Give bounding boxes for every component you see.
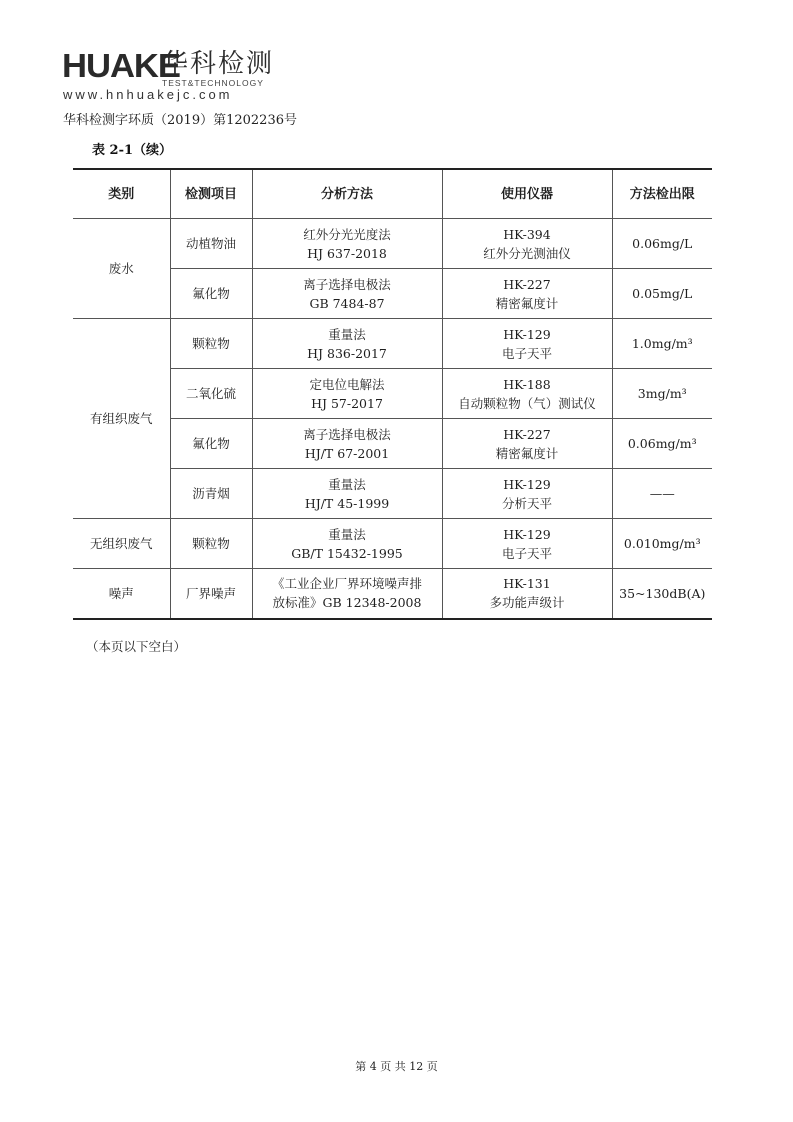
limit-cell: —— (612, 469, 712, 519)
header-category: 类别 (73, 169, 170, 219)
instrument-name: 自动颗粒物（气）测试仪 (458, 395, 596, 411)
instrument-cell (442, 569, 612, 619)
page-footer: 第 4 页 共 12 页 (355, 1060, 438, 1073)
header-detection-limit: 方法检出限 (612, 169, 712, 219)
item-cell: 动植物油 (170, 219, 252, 269)
method-cell (252, 269, 442, 319)
method-standard: GB/T 15432-1995 (291, 545, 403, 561)
item-cell: 二氧化硫 (170, 369, 252, 419)
item-cell: 沥青烟 (170, 469, 252, 519)
instrument-name: 分析天平 (501, 495, 552, 511)
limit-cell: 0.05mg/L (612, 269, 712, 319)
limit-cell: 0.06mg/L (612, 219, 712, 269)
instrument-name: 精密氟度计 (495, 445, 559, 461)
item-cell: 颗粒物 (170, 319, 252, 369)
method-standard: 放标准》GB 12348-2008 (272, 595, 422, 611)
blank-page-note: （本页以下空白） (86, 639, 187, 654)
logo-subtitle: TEST&TECHNOLOGY (162, 78, 264, 88)
instrument-cell (442, 219, 612, 269)
table-row (73, 219, 712, 269)
method-standard: HJ 57-2017 (311, 395, 383, 411)
category-cell: 无组织废气 (73, 519, 170, 569)
instrument-cell (442, 269, 612, 319)
instrument-cell (442, 519, 612, 569)
method-name: 定电位电解法 (309, 376, 385, 392)
table-row (73, 569, 712, 619)
header-method: 分析方法 (252, 169, 442, 219)
instrument-id: HK-227 (503, 426, 551, 442)
website-url: www.hnhuakejc.com (63, 87, 233, 102)
instrument-id: HK-129 (503, 326, 551, 342)
method-cell (252, 519, 442, 569)
method-cell (252, 369, 442, 419)
limit-cell: 3mg/m³ (612, 369, 712, 419)
category-cell: 噪声 (73, 569, 170, 619)
category-cell: 废水 (73, 219, 170, 319)
method-standard: HJ/T 67-2001 (304, 445, 390, 461)
method-name: 重量法 (328, 526, 366, 542)
method-cell (252, 419, 442, 469)
category-cell: 有组织废气 (73, 319, 170, 519)
instrument-id: HK-394 (503, 226, 551, 242)
limit-cell: 1.0mg/m³ (612, 319, 712, 369)
instrument-cell (442, 469, 612, 519)
item-cell: 颗粒物 (170, 519, 252, 569)
instrument-id: HK-227 (503, 276, 551, 292)
instrument-cell (442, 319, 612, 369)
table-row (73, 519, 712, 569)
method-name: 重量法 (328, 326, 366, 342)
instrument-cell (442, 369, 612, 419)
limit-cell: 0.06mg/m³ (612, 419, 712, 469)
method-name: 离子选择电极法 (303, 426, 391, 442)
instrument-name: 红外分光测油仪 (483, 245, 571, 261)
method-name: 红外分光光度法 (303, 226, 391, 242)
item-cell: 氟化物 (170, 269, 252, 319)
header-instrument: 使用仪器 (442, 169, 612, 219)
instrument-id: HK-188 (503, 376, 551, 392)
logo-mark: HUAKE (62, 47, 180, 84)
instrument-name: 电子天平 (501, 545, 552, 561)
instrument-name: 电子天平 (501, 345, 552, 361)
method-cell (252, 319, 442, 369)
method-cell (252, 569, 442, 619)
table-header-row (73, 169, 712, 219)
detection-methods-table (73, 168, 712, 620)
instrument-name: 精密氟度计 (495, 295, 559, 311)
table-caption: 表 2-1（续） (92, 143, 173, 158)
header-item: 检测项目 (170, 169, 252, 219)
method-standard: HJ/T 45-1999 (304, 495, 390, 511)
instrument-id: HK-129 (503, 476, 551, 492)
method-cell (252, 219, 442, 269)
method-cell (252, 469, 442, 519)
logo-chinese-name: 华科检测 (162, 49, 275, 79)
instrument-name: 多功能声级计 (489, 595, 565, 611)
item-cell: 氟化物 (170, 419, 252, 469)
instrument-id: HK-129 (503, 526, 551, 542)
instrument-cell (442, 419, 612, 469)
method-standard: GB 7484-87 (309, 295, 385, 311)
limit-cell: 0.010mg/m³ (612, 519, 712, 569)
document-number: 华科检测字环质（2019）第1202236号 (63, 113, 297, 128)
table-row (73, 319, 712, 369)
method-name: 离子选择电极法 (303, 276, 391, 292)
limit-cell: 35~130dB(A) (612, 569, 712, 619)
method-standard: HJ 836-2017 (307, 345, 387, 361)
method-name: 重量法 (328, 476, 366, 492)
instrument-id: HK-131 (503, 576, 551, 592)
method-standard: HJ 637-2018 (307, 245, 387, 261)
method-name: 《工业企业厂界环境噪声排 (271, 576, 422, 592)
item-cell: 厂界噪声 (170, 569, 252, 619)
